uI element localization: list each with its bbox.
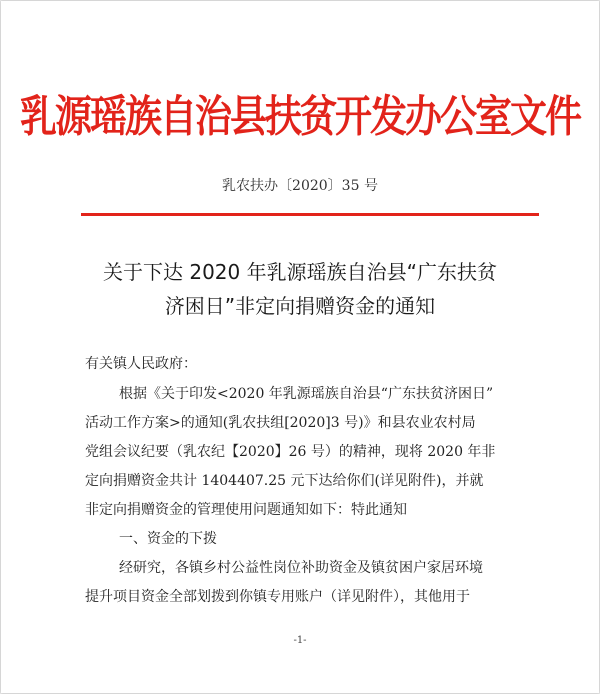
- section-heading: 一、资金的下拨: [119, 531, 217, 547]
- body-line: 提升项目资金全部划拨到你镇专用账户（详见附件），其他用于: [85, 589, 470, 605]
- body-line: 非定向捐赠资金的管理使用问题通知如下：特此通知: [85, 502, 407, 518]
- body-line: 活动工作方案>的通知(乳农扶组[2020]3 号)》和县农业农村局: [85, 415, 476, 431]
- document-page: [1, 1, 599, 693]
- body-line: 经研究，各镇乡村公益性岗位补助资金及镇贫困户家居环境: [119, 560, 483, 576]
- document-number: 乳农扶办〔2020〕35 号: [222, 178, 378, 194]
- body-line: 根据《关于印发<2020 年乳源瑶族自治县“广东扶贫济困日”: [119, 386, 494, 402]
- notice-title-line-2: 济困日”非定向捐赠资金的通知: [164, 294, 436, 318]
- body-line: 党组会议纪要（乳农纪【2020】26 号）的精神，现将 2020 年非: [85, 444, 496, 460]
- body-line: 定向捐赠资金共计 1404407.25 元下达给你们(详见附件)，并就: [85, 473, 484, 489]
- notice-title-line-1: 关于下达 2020 年乳源瑶族自治县“广东扶贫: [103, 260, 497, 284]
- red-divider-rule: [81, 213, 539, 216]
- page-number: -1-: [293, 635, 307, 646]
- document-header-title: 乳源瑶族自治县扶贫开发办公室文件: [20, 90, 580, 143]
- salutation: 有关镇人民政府：: [85, 356, 197, 372]
